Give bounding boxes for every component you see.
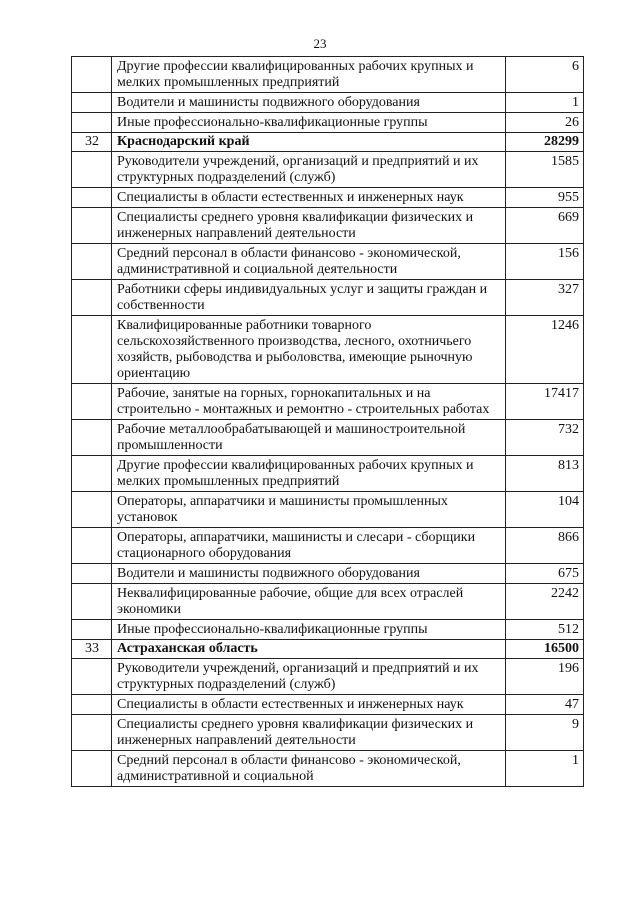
occupation-group-name: Квалифицированные работники товарного сельскохозяйственного производства, лесного, охотничьего хозяйств, рыбоводства и рыболовства, имеющие рыночную ориентацию [112,316,506,384]
table-row [72,280,584,316]
occupation-count: 26 [506,113,584,133]
occupation-count: 1585 [506,152,584,188]
occupation-count: 17417 [506,384,584,420]
row-number [72,420,112,456]
occupation-group-name: Другие профессии квалифицированных рабочих крупных и мелких промышленных предприятий [112,57,506,93]
table-row [72,584,584,620]
occupation-count: 1246 [506,316,584,384]
row-number [72,280,112,316]
occupation-count: 813 [506,456,584,492]
occupation-count: 955 [506,188,584,208]
table-row [72,695,584,715]
row-number [72,528,112,564]
occupation-group-name: Водители и машинисты подвижного оборудования [112,93,506,113]
occupation-group-name: Водители и машинисты подвижного оборудования [112,564,506,584]
row-number [72,208,112,244]
occupation-count: 9 [506,715,584,751]
occupation-count: 512 [506,620,584,640]
region-name: Астраханская область [112,640,506,659]
table-row [72,715,584,751]
table-row [72,420,584,456]
table-row [72,208,584,244]
table-row [72,316,584,384]
row-number: 32 [72,133,112,152]
table-row [72,113,584,133]
occupation-group-name: Специалисты среднего уровня квалификации физических и инженерных направлений деятельности [112,715,506,751]
occupation-count: 1 [506,93,584,113]
occupation-group-name: Работники сферы индивидуальных услуг и защиты граждан и собственности [112,280,506,316]
occupation-table [71,56,584,787]
table-row [72,188,584,208]
row-number [72,188,112,208]
row-number [72,93,112,113]
occupation-group-name: Средний персонал в области финансово - экономической, административной и социальной деятельности [112,244,506,280]
table-row [72,564,584,584]
occupation-count: 156 [506,244,584,280]
occupation-group-name: Иные профессионально-квалификационные группы [112,113,506,133]
occupation-count: 732 [506,420,584,456]
occupation-count: 2242 [506,584,584,620]
occupation-count: 196 [506,659,584,695]
occupation-group-name: Средний персонал в области финансово - экономической, административной и социальной [112,751,506,787]
occupation-group-name: Рабочие металлообрабатывающей и машиностроительной промышленности [112,420,506,456]
occupation-group-name: Руководители учреждений, организаций и предприятий и их структурных подразделений (служб) [112,152,506,188]
region-name: Краснодарский край [112,133,506,152]
region-total: 28299 [506,133,584,152]
row-number: 33 [72,640,112,659]
row-number [72,584,112,620]
occupation-count: 6 [506,57,584,93]
occupation-count: 866 [506,528,584,564]
occupation-count: 1 [506,751,584,787]
row-number [72,564,112,584]
row-number [72,659,112,695]
region-total: 16500 [506,640,584,659]
occupation-count: 669 [506,208,584,244]
occupation-group-name: Операторы, аппаратчики, машинисты и слесари - сборщики стационарного оборудования [112,528,506,564]
row-number [72,152,112,188]
row-number [72,715,112,751]
page-number: 23 [313,36,327,51]
row-number [72,492,112,528]
row-number [72,620,112,640]
occupation-count: 327 [506,280,584,316]
table-body [72,57,584,787]
occupation-group-name: Руководители учреждений, организаций и предприятий и их структурных подразделений (служб) [112,659,506,695]
row-number [72,113,112,133]
row-number [72,384,112,420]
occupation-group-name: Рабочие, занятые на горных, горнокапитальных и на строительно - монтажных и ремонтно - строительных работах [112,384,506,420]
occupation-group-name: Иные профессионально-квалификационные группы [112,620,506,640]
occupation-count: 675 [506,564,584,584]
table-row [72,751,584,787]
occupation-group-name: Другие профессии квалифицированных рабочих крупных и мелких промышленных предприятий [112,456,506,492]
row-number [72,751,112,787]
table-row [72,659,584,695]
row-number [72,456,112,492]
region-row [72,133,584,152]
occupation-group-name: Неквалифицированные рабочие, общие для всех отраслей экономики [112,584,506,620]
region-row [72,640,584,659]
occupation-group-name: Операторы, аппаратчики и машинисты промышленных установок [112,492,506,528]
table-row [72,244,584,280]
table-row [72,57,584,93]
occupation-group-name: Специалисты в области естественных и инженерных наук [112,695,506,715]
occupation-group-name: Специалисты среднего уровня квалификации физических и инженерных направлений деятельности [112,208,506,244]
table-row [72,528,584,564]
row-number [72,316,112,384]
table-row [72,456,584,492]
row-number [72,695,112,715]
occupation-group-name: Специалисты в области естественных и инженерных наук [112,188,506,208]
occupation-count: 47 [506,695,584,715]
row-number [72,57,112,93]
table-row [72,620,584,640]
table-row [72,93,584,113]
occupation-count: 104 [506,492,584,528]
table-row [72,492,584,528]
row-number [72,244,112,280]
table-row [72,384,584,420]
table-row [72,152,584,188]
